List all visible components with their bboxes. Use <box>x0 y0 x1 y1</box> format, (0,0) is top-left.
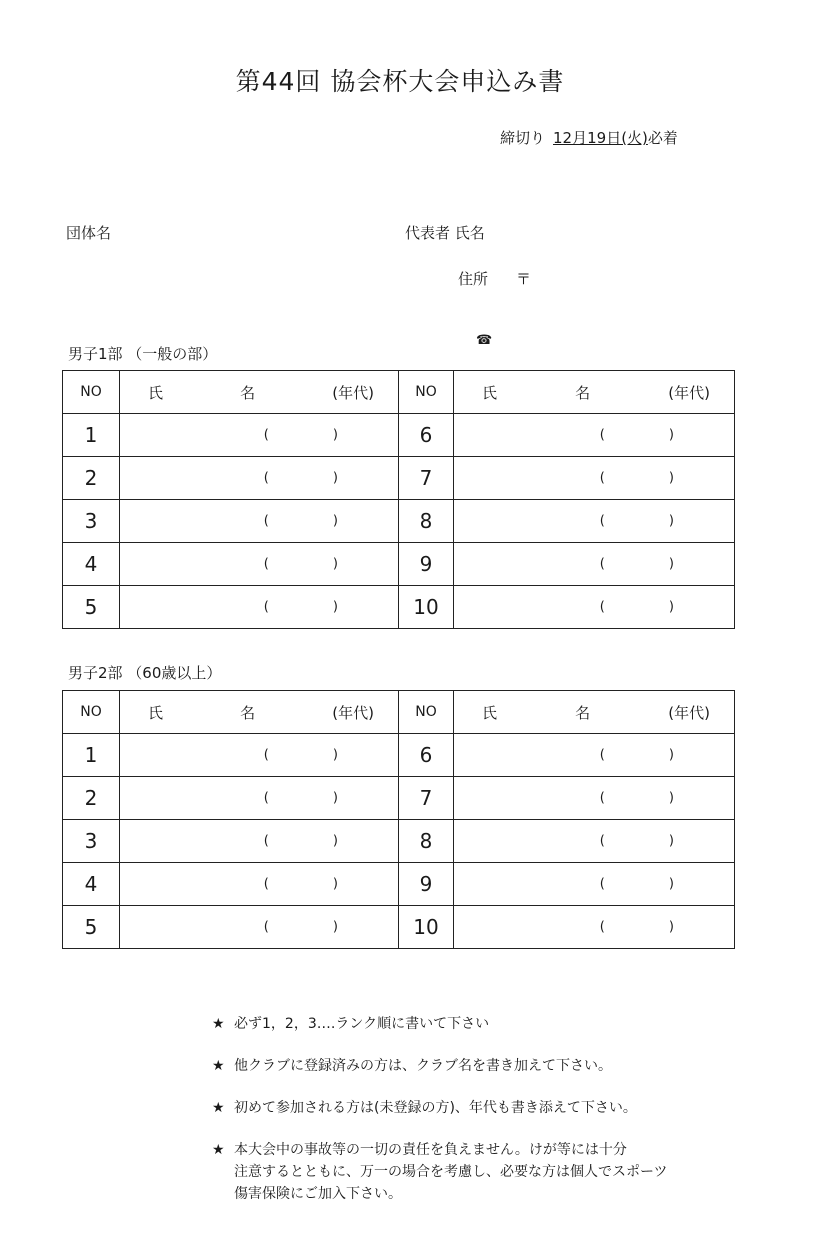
row-number: 4 <box>63 863 120 906</box>
entry-table-men2 <box>62 690 735 949</box>
age-bracket: ( ) <box>263 919 368 935</box>
age-bracket: ( ) <box>599 427 704 443</box>
table-row <box>63 906 735 949</box>
age-bracket: ( ) <box>263 599 368 615</box>
age-bracket: ( ) <box>599 556 704 572</box>
name-entry-field[interactable] <box>120 414 399 457</box>
row-number: 5 <box>63 906 120 949</box>
name-entry-field[interactable] <box>120 543 399 586</box>
star-icon: ★ <box>212 1100 225 1116</box>
age-bracket: ( ) <box>599 513 704 529</box>
row-number: 5 <box>63 586 120 629</box>
row-number: 7 <box>399 457 454 500</box>
row-number: 4 <box>63 543 120 586</box>
table-row <box>63 543 735 586</box>
age-bracket: ( ) <box>599 876 704 892</box>
header-name: 氏 名 (年代) <box>454 691 735 734</box>
star-icon: ★ <box>212 1016 225 1032</box>
age-bracket: ( ) <box>263 833 368 849</box>
deadline-date: 12月19日(火) <box>553 129 648 147</box>
table-row <box>63 734 735 777</box>
deadline <box>500 127 678 148</box>
row-number: 1 <box>63 414 120 457</box>
table-row <box>63 863 735 906</box>
header-name: 氏 名 (年代) <box>454 371 735 414</box>
row-number: 1 <box>63 734 120 777</box>
age-bracket: ( ) <box>599 919 704 935</box>
age-bracket: ( ) <box>599 833 704 849</box>
name-entry-field[interactable] <box>454 777 735 820</box>
note-item <box>212 1055 667 1077</box>
row-number: 3 <box>63 500 120 543</box>
row-number: 6 <box>399 734 454 777</box>
row-number: 9 <box>399 543 454 586</box>
header-no: NO <box>63 691 120 734</box>
name-entry-field[interactable] <box>454 820 735 863</box>
name-entry-field[interactable] <box>120 820 399 863</box>
table-row <box>63 414 735 457</box>
age-bracket: ( ) <box>599 790 704 806</box>
name-entry-field[interactable] <box>454 500 735 543</box>
name-entry-field[interactable] <box>454 734 735 777</box>
entry-table-men1 <box>62 370 735 629</box>
group-name-label: 団体名 <box>66 224 112 242</box>
notes-list <box>212 1013 667 1225</box>
name-entry-field[interactable] <box>120 457 399 500</box>
note-text: 初めて参加される方は(未登録の方)、年代も書き添えて下さい。 <box>234 1100 637 1116</box>
table-row <box>63 820 735 863</box>
phone-icon: ☎ <box>476 333 493 348</box>
table-row <box>63 777 735 820</box>
header-no: NO <box>399 371 454 414</box>
note-text: 他クラブに登録済みの方は、クラブ名を書き加えて下さい。 <box>234 1058 612 1074</box>
header-no: NO <box>63 371 120 414</box>
representative-label: 代表者 氏名 <box>405 224 485 242</box>
age-bracket: ( ) <box>263 876 368 892</box>
name-entry-field[interactable] <box>120 734 399 777</box>
header-no: NO <box>399 691 454 734</box>
deadline-suffix: 必着 <box>647 129 678 147</box>
row-number: 7 <box>399 777 454 820</box>
row-number: 9 <box>399 863 454 906</box>
form-title: 第44回 協会杯大会申込み書 <box>235 67 565 96</box>
name-entry-field[interactable] <box>120 500 399 543</box>
postal-mark-icon: 〒 <box>516 270 532 288</box>
row-number: 6 <box>399 414 454 457</box>
header-name: 氏 名 (年代) <box>120 371 399 414</box>
row-number: 3 <box>63 820 120 863</box>
deadline-label: 締切り <box>500 129 546 147</box>
age-bracket: ( ) <box>263 513 368 529</box>
name-entry-field[interactable] <box>120 777 399 820</box>
note-item <box>212 1013 667 1035</box>
note-item <box>212 1139 667 1205</box>
table-row <box>63 457 735 500</box>
table-header-row <box>63 691 735 734</box>
note-text: 本大会中の事故等の一切の責任を負えません。けが等には十分 注意するとともに、万一の場合を考慮し、必要な方は個人でスポーツ 傷害保険にご加入下さい。 <box>234 1142 668 1202</box>
table-row <box>63 500 735 543</box>
row-number: 10 <box>399 586 454 629</box>
section-title-men1: 男子1部 （一般の部） <box>68 345 218 363</box>
age-bracket: ( ) <box>263 747 368 763</box>
address-label: 住所 <box>458 270 489 288</box>
name-entry-field[interactable] <box>454 906 735 949</box>
name-entry-field[interactable] <box>454 414 735 457</box>
name-entry-field[interactable] <box>120 586 399 629</box>
age-bracket: ( ) <box>263 470 368 486</box>
row-number: 8 <box>399 500 454 543</box>
table-header-row <box>63 371 735 414</box>
age-bracket: ( ) <box>263 556 368 572</box>
name-entry-field[interactable] <box>120 906 399 949</box>
age-bracket: ( ) <box>599 747 704 763</box>
section-title-men2: 男子2部 （60歳以上） <box>68 664 222 682</box>
name-entry-field[interactable] <box>454 863 735 906</box>
row-number: 2 <box>63 457 120 500</box>
name-entry-field[interactable] <box>454 457 735 500</box>
age-bracket: ( ) <box>263 427 368 443</box>
name-entry-field[interactable] <box>120 863 399 906</box>
star-icon: ★ <box>212 1142 225 1158</box>
note-item <box>212 1097 667 1119</box>
note-text: 必ず1，2，3‥‥ランク順に書いて下さい <box>234 1016 490 1032</box>
age-bracket: ( ) <box>263 790 368 806</box>
header-name: 氏 名 (年代) <box>120 691 399 734</box>
row-number: 8 <box>399 820 454 863</box>
row-number: 10 <box>399 906 454 949</box>
row-number: 2 <box>63 777 120 820</box>
age-bracket: ( ) <box>599 599 704 615</box>
age-bracket: ( ) <box>599 470 704 486</box>
name-entry-field[interactable] <box>454 586 735 629</box>
star-icon: ★ <box>212 1058 225 1074</box>
table-row <box>63 586 735 629</box>
name-entry-field[interactable] <box>454 543 735 586</box>
